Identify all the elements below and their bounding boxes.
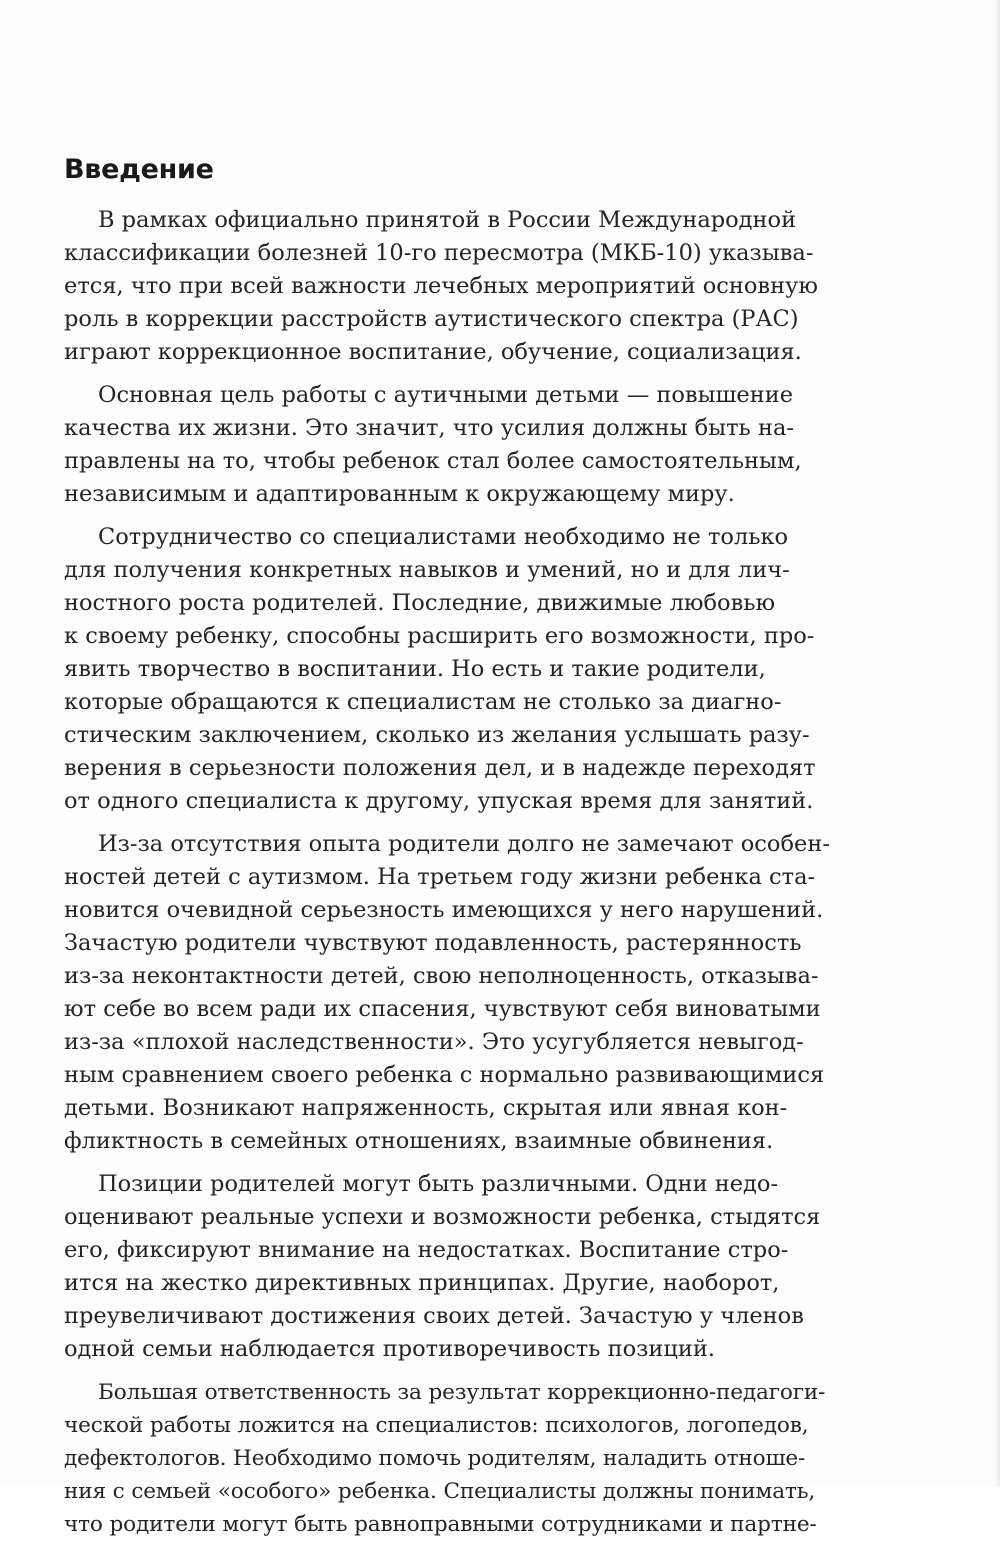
text-line: оценивают реальные успехи и возможности ребенка, стыдятся — [64, 1204, 821, 1230]
text-line: стическим заключением, сколько из желания услышать разу- — [64, 722, 810, 748]
paragraph-1 — [64, 204, 904, 369]
text-line: Большая ответственность за результат коррекционно-педагоги- — [98, 1380, 826, 1405]
scan-edge-shadow — [994, 0, 1000, 1486]
text-line: его, фиксируют внимание на недостатках. Воспитание стро- — [64, 1237, 789, 1263]
text-line: ным сравнением своего ребенка с нормально развивающимися — [64, 1062, 825, 1088]
text-line: к своему ребенку, способны расширить его возможности, про- — [64, 623, 815, 649]
text-line: верения в серьезности положения дел, и в надежде переходят — [64, 755, 816, 781]
section-title: Введение — [64, 154, 214, 185]
text-line: которые обращаются к специалистам не столько за диагно- — [64, 689, 782, 715]
text-line: ется, что при всей важности лечебных мероприятий основную — [64, 273, 818, 299]
text-line: для получения конкретных навыков и умений, но и для лич- — [64, 557, 790, 583]
text-line: Основная цель работы с аутичными детьми — повышение — [98, 382, 794, 408]
text-line: ческой работы ложится на специалистов: психологов, логопедов, — [64, 1413, 809, 1438]
text-line: Позиции родителей могут быть различными. Одни недо- — [98, 1171, 779, 1197]
text-line: преувеличивают достижения своих детей. Зачастую у членов — [64, 1303, 804, 1329]
text-line: из-за «плохой наследственности». Это усугубляется невыгод- — [64, 1029, 804, 1055]
text-line: дефектологов. Необходимо помочь родителям, наладить отноше- — [64, 1446, 806, 1471]
text-line: Сотрудничество со специалистами необходимо не только — [98, 524, 789, 550]
text-line: независимым и адаптированным к окружающему миру. — [64, 481, 735, 507]
paragraph-5 — [64, 1168, 904, 1366]
text-line: ния с семьей «особого» ребенка. Специалисты должны понимать, — [64, 1479, 816, 1504]
text-line: что родители могут быть равноправными сотрудниками и партне- — [64, 1512, 817, 1537]
paragraph-6 — [64, 1376, 904, 1541]
text-line: ют себе во всем ради их спасения, чувствуют себя виноватыми — [64, 996, 821, 1022]
text-line: играют коррекционное воспитание, обучение, социализация. — [64, 339, 802, 365]
paragraph-3 — [64, 521, 904, 818]
text-line: явить творчество в воспитании. Но есть и такие родители, — [64, 656, 766, 682]
text-line: ностного роста родителей. Последние, движимые любовью — [64, 590, 776, 616]
text-line: качества их жизни. Это значит, что усилия должны быть на- — [64, 415, 794, 441]
text-line: из-за неконтактности детей, свою неполноценность, отказыва- — [64, 963, 819, 989]
text-line: В рамках официально принятой в России Международной — [98, 207, 797, 233]
text-line: ностей детей с аутизмом. На третьем году жизни ребенка ста- — [64, 864, 816, 890]
text-line: новится очевидной серьезность имеющихся у него нарушений. — [64, 897, 824, 923]
text-line: Зачастую родители чувствуют подавленность, растерянность — [64, 930, 802, 956]
text-line: ится на жестко директивных принципах. Другие, наоборот, — [64, 1270, 780, 1296]
text-line: детьми. Возникают напряженность, скрытая или явная кон- — [64, 1095, 788, 1121]
text-line: правлены на то, чтобы ребенок стал более самостоятельным, — [64, 448, 802, 474]
text-line: классификации болезней 10-го пересмотра (МКБ-10) указыва- — [64, 240, 814, 266]
text-line: Из-за отсутствия опыта родители долго не замечают особен- — [98, 831, 830, 857]
paragraph-4 — [64, 828, 904, 1158]
text-line: роль в коррекции расстройств аутистического спектра (РАС) — [64, 306, 799, 332]
page-content — [64, 150, 904, 1551]
text-line: фликтность в семейных отношениях, взаимные обвинения. — [64, 1128, 774, 1154]
text-line: одной семьи наблюдается противоречивость позиций. — [64, 1336, 716, 1362]
paragraph-2 — [64, 379, 904, 511]
text-line: от одного специалиста к другому, упуская время для занятий. — [64, 788, 814, 814]
